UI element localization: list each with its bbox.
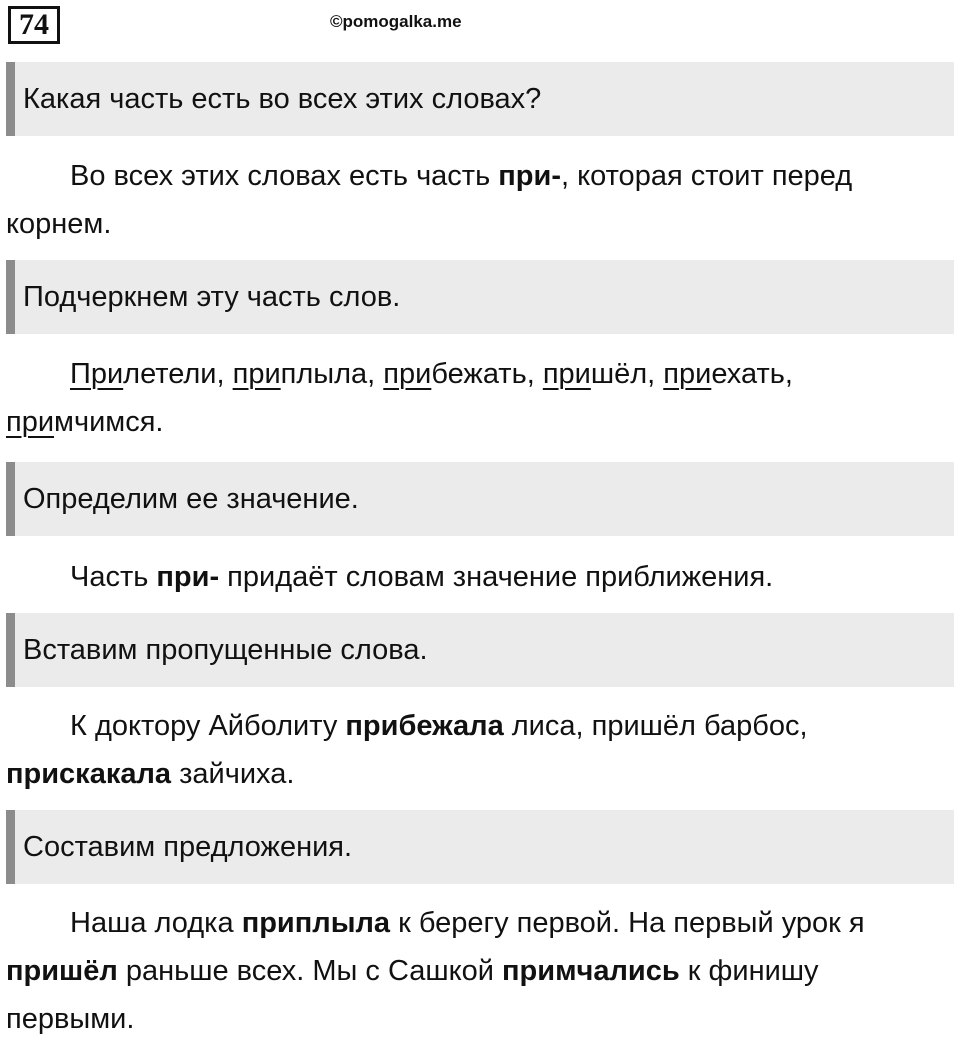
question-2-text: Подчеркнем эту часть слов.	[23, 280, 401, 313]
underlined-prefix: При	[70, 358, 124, 390]
page-number: 74	[8, 6, 60, 44]
answer-text: лиса, пришёл барбос,	[503, 710, 808, 742]
word-rest: шёл,	[590, 358, 664, 390]
answer-bold: прискакала	[6, 758, 172, 790]
question-4	[6, 613, 954, 687]
underlined-prefix: при	[6, 406, 55, 438]
question-1	[6, 62, 954, 136]
underlined-prefix: при	[383, 358, 432, 390]
answer-text: Наша лодка	[70, 907, 242, 939]
answer-text: , которая стоит перед корнем.	[6, 160, 853, 240]
answer-text: к берегу первой. На первый урок я	[390, 907, 865, 939]
question-5	[6, 810, 954, 884]
question-3	[6, 462, 954, 536]
word-rest: мчимся.	[54, 406, 164, 438]
answer-bold: примчались	[502, 955, 680, 987]
answer-text: Часть	[70, 561, 157, 593]
word-rest: ехать,	[711, 358, 793, 390]
question-2	[6, 260, 954, 334]
answer-5	[6, 899, 946, 1043]
answer-bold: приплыла	[241, 907, 391, 939]
word-rest: бежать,	[431, 358, 543, 390]
question-4-text: Вставим пропущенные слова.	[23, 633, 428, 666]
answer-text: раньше всех. Мы с Сашкой	[117, 955, 503, 987]
answer-bold: при-	[498, 160, 561, 192]
answer-text: придаёт словам значение приближения.	[219, 561, 774, 593]
question-3-text: Определим ее значение.	[23, 482, 359, 515]
underlined-prefix: при	[232, 358, 281, 390]
answer-4	[6, 702, 946, 798]
question-1-text: Какая часть есть во всех этих словах?	[23, 82, 542, 115]
underlined-prefix: при	[663, 358, 712, 390]
answer-text: Во всех этих словах есть часть	[70, 160, 499, 192]
answer-3	[6, 553, 946, 601]
answer-bold: прибежала	[345, 710, 504, 742]
answer-text: зайчиха.	[171, 758, 295, 790]
answer-2	[6, 350, 946, 446]
word-rest: летели,	[123, 358, 233, 390]
question-5-text: Составим предложения.	[23, 830, 353, 863]
watermark: ©pomogalka.me	[330, 12, 462, 31]
answer-text: К доктору Айболиту	[70, 710, 346, 742]
answer-1	[6, 152, 946, 248]
answer-text: к финишу первыми.	[6, 955, 819, 1035]
word-rest: плыла,	[280, 358, 384, 390]
answer-bold: при-	[156, 561, 220, 593]
answer-bold: пришёл	[6, 955, 118, 987]
underlined-prefix: при	[542, 358, 591, 390]
